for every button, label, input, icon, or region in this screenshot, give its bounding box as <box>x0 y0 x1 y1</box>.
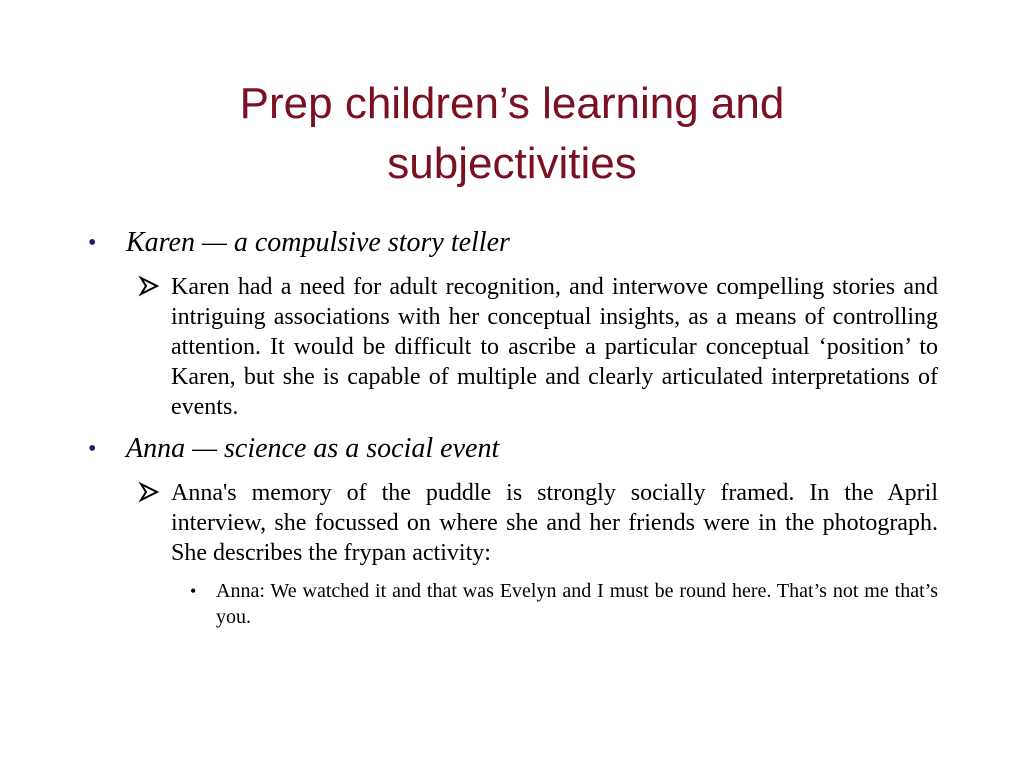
quote-anna <box>190 578 938 630</box>
bullet-anna-heading <box>88 432 938 466</box>
bullet-text: Karen — a compulsive story teller <box>126 227 510 258</box>
subpoint-text: Anna's memory of the puddle is strongly socially framed. In the April interview, she focussed on where she and her friends were in the photograph. She describes the frypan activity: <box>171 480 938 566</box>
slide-title-line-2: subjectivities <box>387 139 637 188</box>
arrowhead-bullet-icon <box>137 274 161 298</box>
slide-title <box>80 74 944 194</box>
bullet-icon: • <box>190 581 197 601</box>
arrowhead-bullet-icon <box>137 480 161 504</box>
quote-text: Anna: We watched it and that was Evelyn and I must be round here. That’s not me that’s you. <box>216 580 938 628</box>
subpoint-anna <box>171 478 938 568</box>
slide-title-line-1: Prep children’s learning and <box>239 79 785 128</box>
subpoint-text: Karen had a need for adult recognition, and interwove compelling stories and intriguing associations with her conceptual insights, as a means of controlling attention. It would be difficult to ascribe a particular conceptual ‘position’ to Karen, but she is capable of multiple and clearly articulated interpretations of events. <box>171 274 938 420</box>
bullet-karen-heading <box>88 226 938 260</box>
bullet-icon: • <box>88 436 97 462</box>
slide-body <box>0 226 1024 630</box>
bullet-icon: • <box>88 230 97 256</box>
bullet-text: Anna — science as a social event <box>126 433 500 464</box>
subpoint-karen <box>171 272 938 422</box>
